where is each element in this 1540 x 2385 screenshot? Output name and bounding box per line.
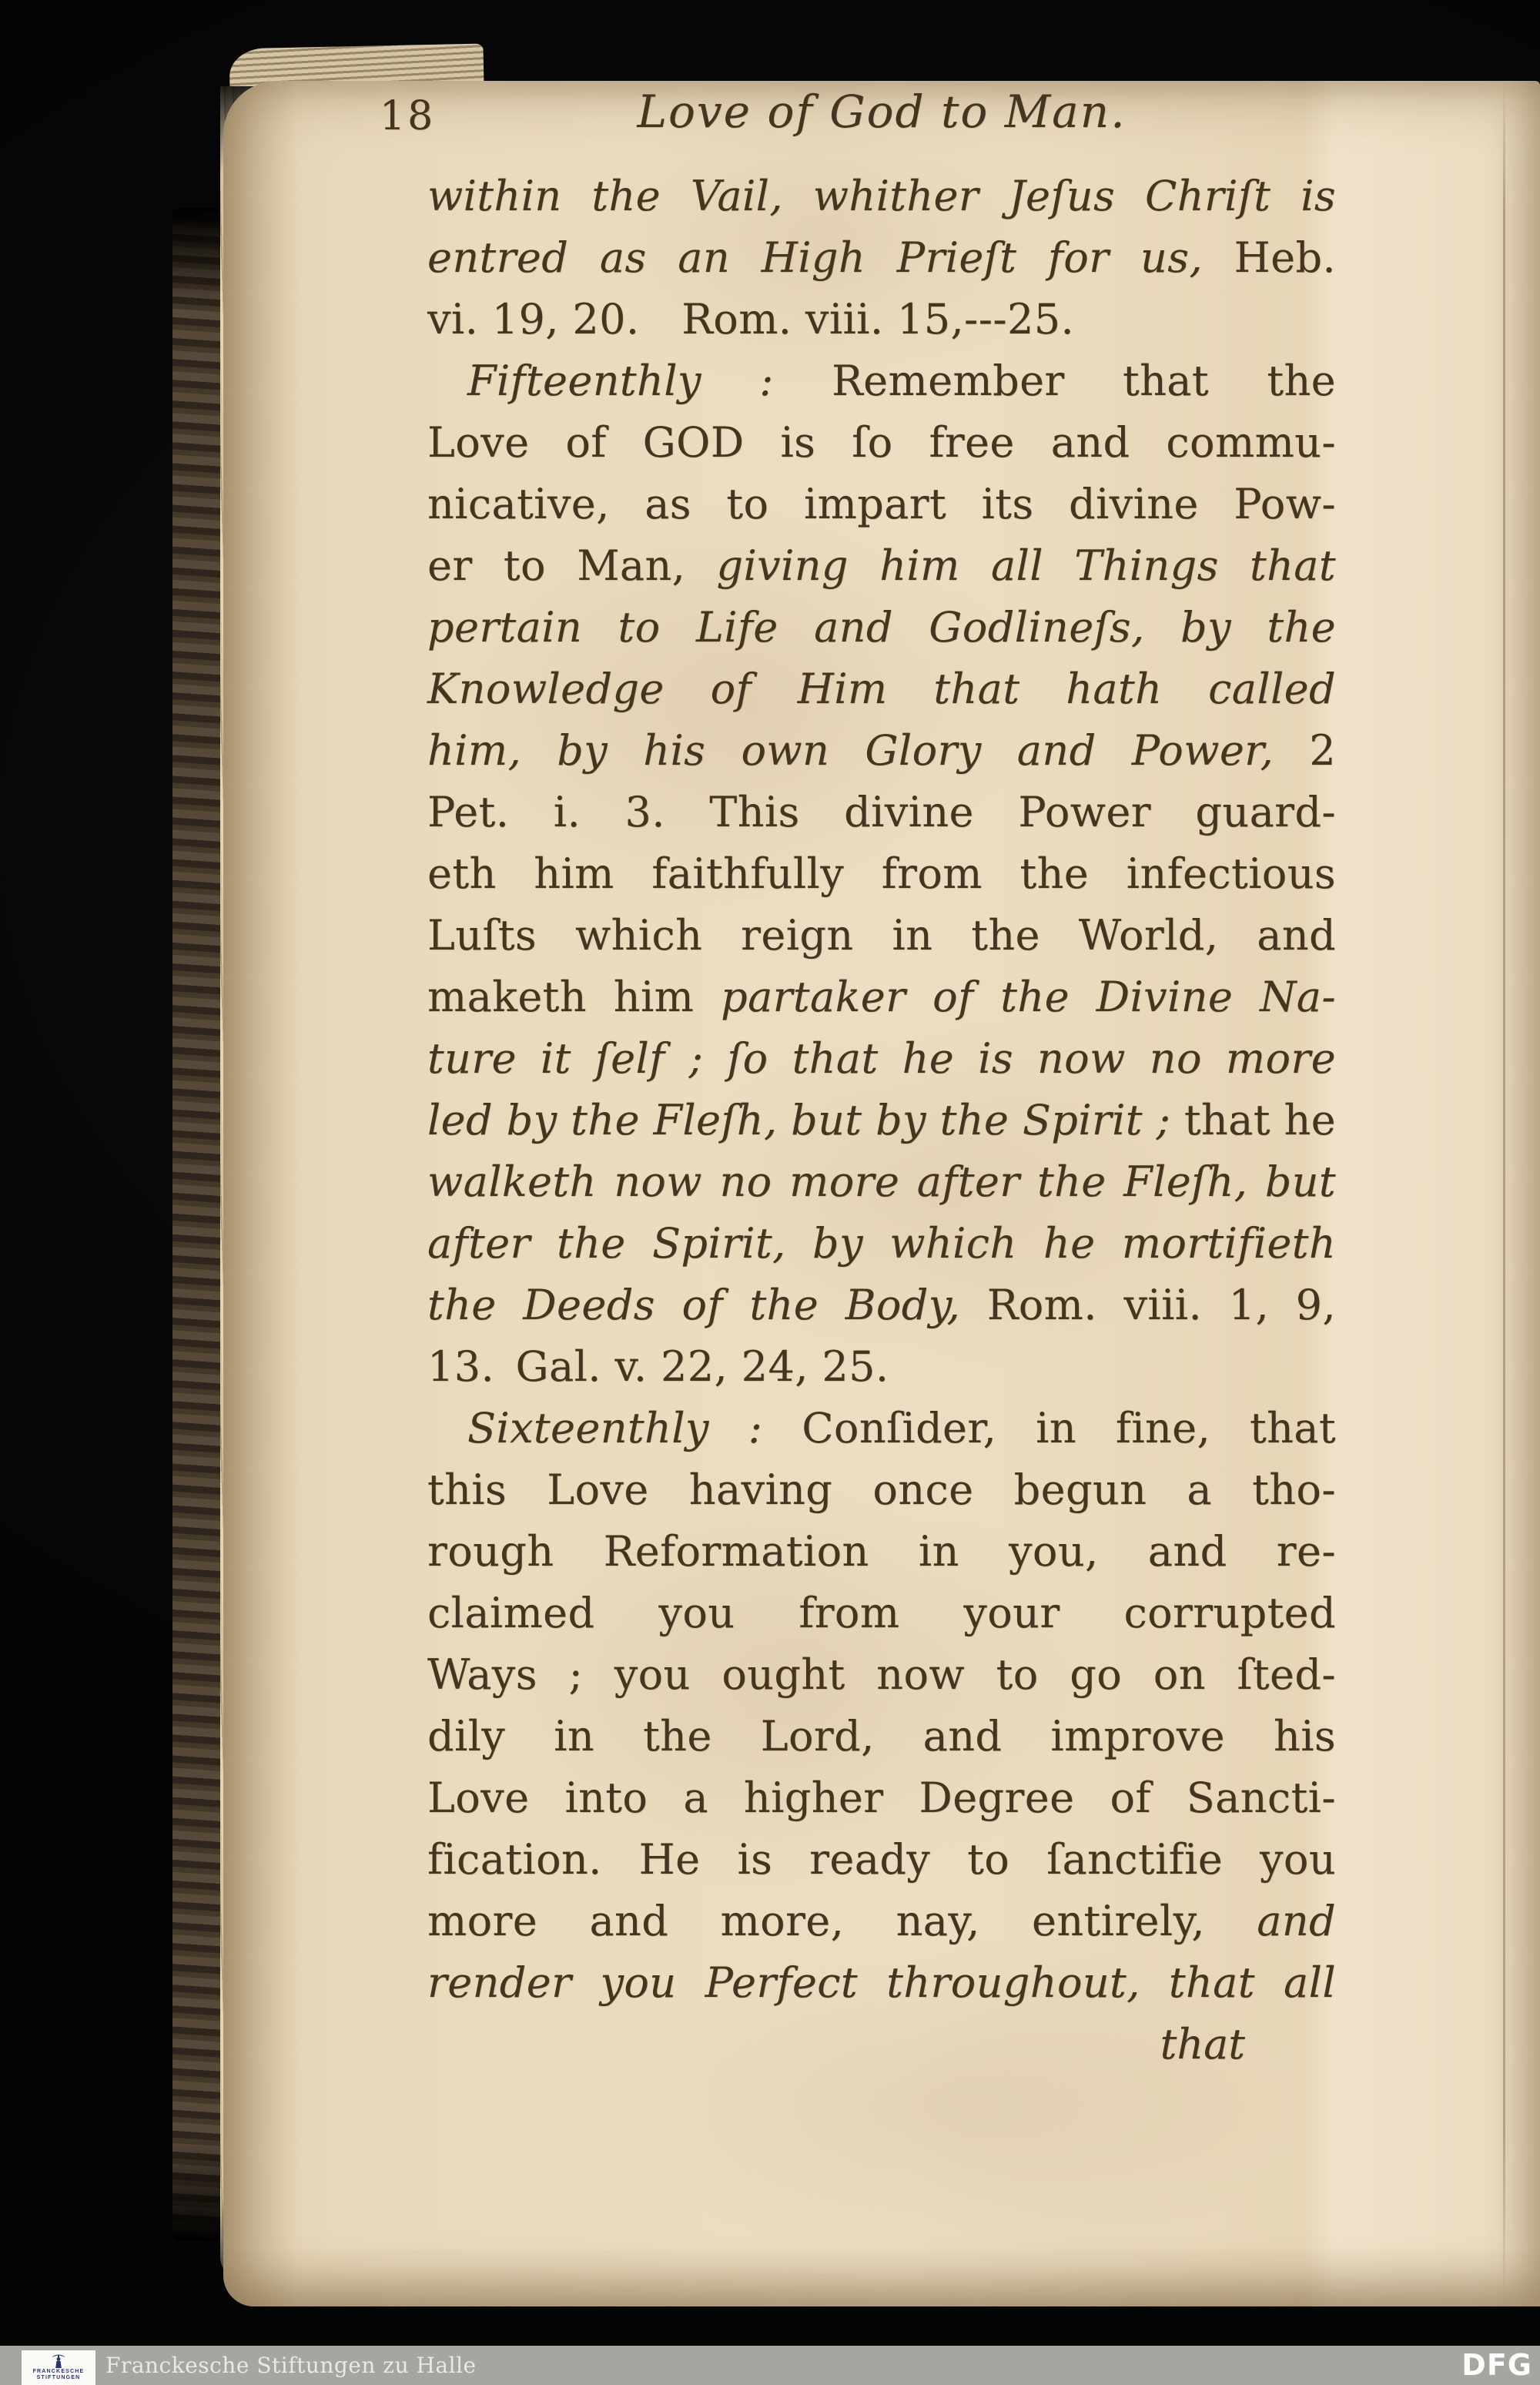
- italic-text-segment: the Deeds of the Body,: [427, 1281, 961, 1329]
- italic-text-segment: and: [1257, 1897, 1336, 1945]
- institution-logo: [22, 2350, 95, 2385]
- roman-text-segment: fication. He is ready to ſanctifie you: [427, 1835, 1336, 1884]
- text-line: [427, 1644, 1336, 1706]
- roman-text-segment: Heb.: [1202, 233, 1336, 282]
- institution-name: Franckesche Stiftungen zu Halle: [105, 2353, 477, 2378]
- italic-text-segment: Fifteenthly :: [467, 357, 774, 405]
- roman-text-segment: more and more, nay, entirely,: [427, 1897, 1257, 1945]
- roman-text-segment: rough Reformation in you, and re-: [427, 1527, 1336, 1576]
- text-line: [427, 1829, 1336, 1891]
- italic-text-segment: partaker of the Divine Na-: [721, 973, 1336, 1021]
- text-line: [427, 1398, 1336, 1459]
- roman-text-segment: maketh him: [427, 973, 721, 1021]
- catchword-row: [427, 2014, 1336, 2075]
- roman-text-segment: vi. 19, 20. Rom. viii. 15,---25.: [427, 295, 1075, 343]
- italic-text-segment: entred as an High Prieſt for us,: [427, 233, 1203, 282]
- roman-text-segment: dily in the Lord, and improve his: [427, 1712, 1336, 1760]
- text-line: [427, 597, 1336, 658]
- italic-text-segment: ture it ſelf ; ſo that he is now no more: [427, 1034, 1336, 1083]
- text-line: [427, 350, 1336, 412]
- logo-text-line1: FRANCKESCHE: [32, 2369, 85, 2374]
- dfg-logo: DFG: [1461, 2348, 1532, 2382]
- roman-text-segment: this Love having once begun a tho-: [427, 1466, 1336, 1514]
- italic-text-segment: led by the Fleſh, but by the Spirit ;: [427, 1096, 1171, 1144]
- footer-bar: [0, 2346, 1540, 2385]
- text-line: [427, 1151, 1336, 1213]
- roman-text-segment: Remember that the: [773, 357, 1336, 405]
- text-line: [427, 1706, 1336, 1767]
- text-line: [427, 782, 1336, 843]
- text-line: [427, 905, 1336, 966]
- text-line: [427, 843, 1336, 905]
- roman-text-segment: er to Man,: [427, 541, 717, 590]
- text-line: [427, 1952, 1336, 2014]
- roman-text-segment: Ways ; you ought now to go on ſted-: [427, 1650, 1336, 1699]
- franckesche-statue-icon: [49, 2352, 68, 2369]
- italic-text-segment: pertain to Life and Godlineſs, by the: [427, 603, 1336, 652]
- text-line: [427, 966, 1336, 1028]
- page-edge-crease: [1503, 81, 1505, 2306]
- roman-text-segment: Love of GOD is ſo free and commu-: [427, 418, 1336, 467]
- text-line: [427, 1891, 1336, 1952]
- book-page: [223, 81, 1540, 2306]
- italic-text-segment: giving him all Things that: [716, 541, 1336, 590]
- book-spine-binding: [172, 208, 222, 2241]
- logo-text-line2: STIFTUNGEN: [36, 2375, 81, 2380]
- text-line: [427, 289, 1336, 350]
- roman-text-segment: Love into a higher Degree of Sancti-: [427, 1774, 1336, 1822]
- text-line: [427, 658, 1336, 720]
- running-title: Love of God to Man.: [637, 85, 1127, 138]
- text-line: [427, 412, 1336, 474]
- roman-text-segment: 2: [1309, 726, 1336, 775]
- page-number: 18: [380, 93, 436, 139]
- text-line: [427, 1028, 1336, 1090]
- roman-text-segment: Conſider, in fine, that: [762, 1404, 1336, 1452]
- text-line: [427, 1583, 1336, 1644]
- text-line: [427, 1090, 1336, 1151]
- roman-text-segment: Rom. viii. 1, 9,: [960, 1281, 1337, 1329]
- roman-text-segment: Luſts which reign in the World, and: [427, 911, 1336, 960]
- text-line: [427, 1336, 1336, 1398]
- text-line: [427, 535, 1336, 597]
- italic-text-segment: within the Vail, whither Jeſus Chriſt is: [427, 172, 1336, 220]
- text-line: [427, 1767, 1336, 1829]
- italic-text-segment: render you Perfect throughout, that all: [427, 1958, 1336, 2007]
- roman-text-segment: Pet. i. 3. This divine Power guard-: [427, 788, 1336, 836]
- text-line: [427, 1459, 1336, 1521]
- text-line: [427, 1213, 1336, 1275]
- text-line: [427, 227, 1336, 289]
- italic-text-segment: walketh now no more after the Fleſh, but: [427, 1157, 1336, 1206]
- text-line: [427, 1275, 1336, 1336]
- italic-text-segment: Knowledge of Him that hath called: [427, 665, 1336, 713]
- text-line: [427, 474, 1336, 535]
- italic-text-segment: after the Spirit, by which he mortifieth: [427, 1219, 1336, 1268]
- roman-text-segment: nicative, as to impart its divine Pow-: [427, 480, 1336, 528]
- text-line: [427, 166, 1336, 227]
- catchword: that: [1160, 2020, 1245, 2068]
- italic-text-segment: Sixteenthly :: [467, 1404, 763, 1452]
- roman-text-segment: 13. Gal. v. 22, 24, 25.: [427, 1342, 889, 1391]
- roman-text-segment: claimed you from your corrupted: [427, 1589, 1336, 1637]
- italic-text-segment: him, by his own Glory and Power,: [427, 726, 1310, 775]
- text-line: [427, 1521, 1336, 1583]
- roman-text-segment: eth him faithfully from the infectious: [427, 849, 1336, 898]
- text-block: [427, 166, 1336, 2014]
- roman-text-segment: that he: [1170, 1096, 1336, 1144]
- text-line: [427, 720, 1336, 782]
